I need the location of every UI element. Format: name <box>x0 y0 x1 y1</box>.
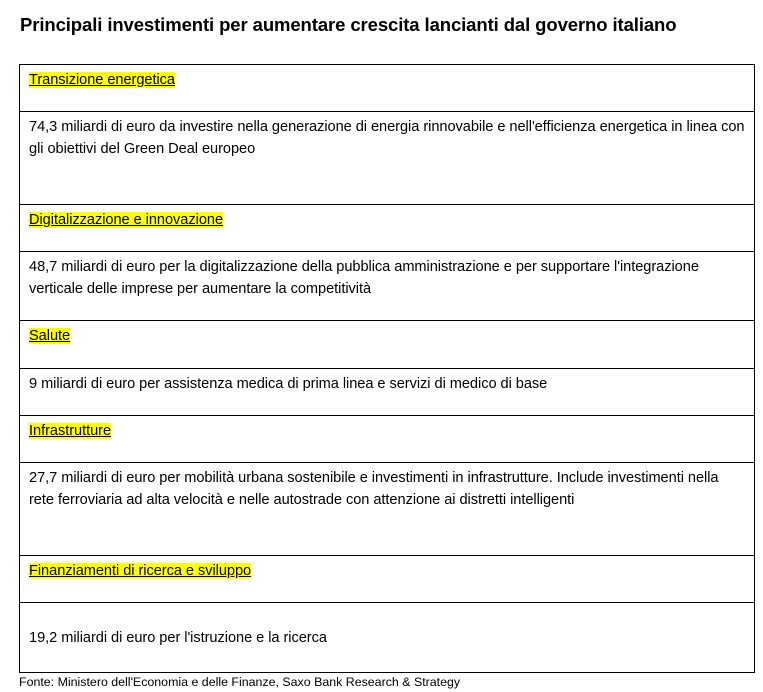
source-note: Fonte: Ministero dell'Economia e delle Finanze, Saxo Bank Research & Strategy <box>19 675 461 689</box>
heading-cell-health <box>20 321 755 369</box>
heading-cell-digital <box>20 205 755 252</box>
table-row <box>20 463 755 556</box>
table-row <box>20 205 755 252</box>
table-row <box>20 603 755 673</box>
section-heading-research: Finanziamenti di ricerca e sviluppo <box>29 563 252 579</box>
description-cell-infrastructure <box>20 463 755 556</box>
section-heading-health: Salute <box>29 328 71 344</box>
description-cell-research <box>20 603 755 673</box>
heading-cell-energy <box>20 65 755 112</box>
investments-table <box>19 64 755 673</box>
description-cell-energy <box>20 112 755 205</box>
section-text-research: 19,2 miliardi di euro per l'istruzione e la ricerca <box>29 629 327 646</box>
table-row <box>20 112 755 205</box>
table-row <box>20 252 755 321</box>
table-row <box>20 65 755 112</box>
section-text-infrastructure: 27,7 miliardi di euro per mobilità urbana sostenibile e investimenti in infrastrutture. Include investimenti nella rete ferroviaria ad alta velocità e nelle autostrade con attenzione ai distretti intelligenti <box>29 470 719 508</box>
section-text-health: 9 miliardi di euro per assistenza medica di prima linea e servizi di medico di base <box>29 376 548 392</box>
table-row <box>20 556 755 603</box>
heading-cell-research <box>20 556 755 603</box>
table-row <box>20 321 755 369</box>
table-row <box>20 416 755 463</box>
heading-cell-infrastructure <box>20 416 755 463</box>
section-text-digital: 48,7 miliardi di euro per la digitalizzazione della pubblica amministrazione e per supportare l'integrazione verticale delle imprese per aumentare la competitività <box>29 259 699 297</box>
document-title: Principali investimenti per aumentare crescita lancianti dal governo italiano <box>20 14 677 35</box>
section-text-energy: 74,3 miliardi di euro da investire nella generazione di energia rinnovabile e nell'efficienza energetica in linea con gli obiettivi del Green Deal europeo <box>29 119 745 157</box>
section-heading-infrastructure: Infrastrutture <box>29 423 112 439</box>
description-cell-digital <box>20 252 755 321</box>
description-cell-health <box>20 369 755 416</box>
section-heading-digital: Digitalizzazione e innovazione <box>29 212 224 228</box>
section-heading-energy: Transizione energetica <box>29 72 175 88</box>
table-row <box>20 369 755 416</box>
